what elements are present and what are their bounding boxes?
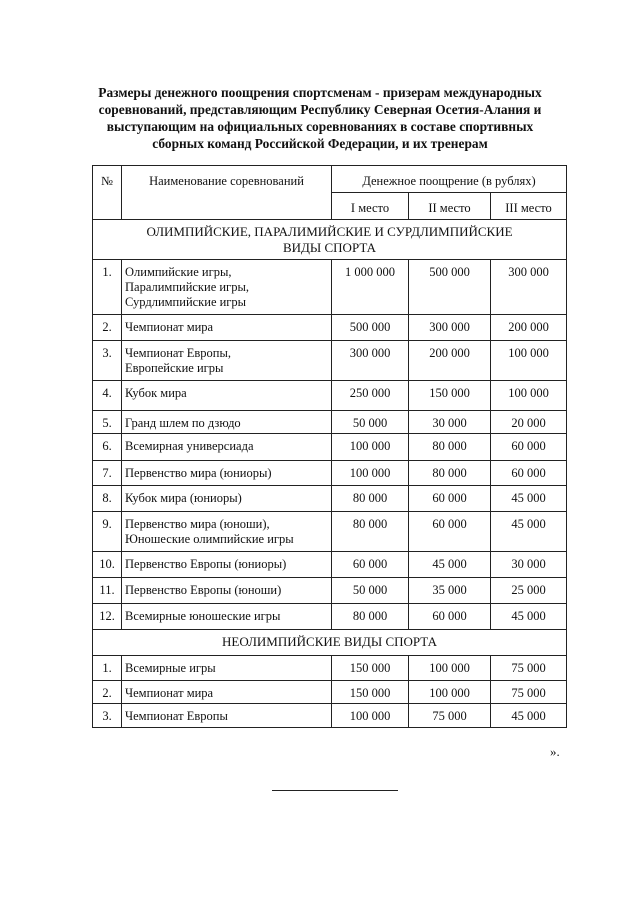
header-name: Наименование соревнований (122, 166, 332, 220)
competition-name-line: Чемпионат мира (125, 320, 214, 334)
row-number: 6. (93, 434, 122, 461)
award-place-2: 300 000 (409, 315, 491, 341)
award-place-3: 25 000 (491, 578, 567, 604)
header-money: Денежное поощрение (в рублях) (332, 166, 567, 193)
competition-name-line: Первенство мира (юноши), (125, 517, 270, 531)
table-row (93, 381, 567, 411)
award-place-1: 100 000 (332, 434, 409, 461)
award-place-1: 100 000 (332, 461, 409, 486)
competition-name-line: Кубок мира (125, 386, 187, 400)
competition-name (122, 461, 332, 486)
header-place-1: I место (332, 193, 409, 220)
row-number: 7. (93, 461, 122, 486)
section-heading-line: ОЛИМПИЙСКИЕ, ПАРАЛИМИЙСКИЕ И СУРДЛИМПИЙСКИЕ (146, 224, 513, 239)
award-place-2: 60 000 (409, 604, 491, 630)
competition-name-line: Всемирная универсиада (125, 439, 254, 453)
award-place-1: 50 000 (332, 411, 409, 434)
award-place-2: 150 000 (409, 381, 491, 411)
competition-name (122, 260, 332, 315)
competition-name (122, 578, 332, 604)
title-line: сборных команд Российской Федерации, и их тренерам (152, 136, 488, 151)
table-row (93, 512, 567, 552)
title-line: выступающим на официальных соревнованиях в составе спортивных (106, 119, 534, 134)
table-row (93, 260, 567, 315)
award-place-3: 75 000 (491, 656, 567, 681)
competition-name-line: Всемирные юношеские игры (125, 609, 281, 623)
section-heading-line: ВИДЫ СПОРТА (282, 240, 377, 255)
award-place-3: 45 000 (491, 604, 567, 630)
award-place-2: 75 000 (409, 704, 491, 728)
awards-table (92, 165, 567, 728)
table-row (93, 461, 567, 486)
award-place-1: 500 000 (332, 315, 409, 341)
competition-name (122, 656, 332, 681)
table-row (93, 434, 567, 461)
award-place-1: 50 000 (332, 578, 409, 604)
document-title (70, 84, 570, 152)
competition-name (122, 604, 332, 630)
competition-name-line: Европейские игры (125, 361, 224, 375)
award-place-1: 150 000 (332, 681, 409, 704)
row-number: 2. (93, 681, 122, 704)
competition-name (122, 486, 332, 512)
competition-name-line: Первенство мира (юниоры) (125, 466, 272, 480)
award-place-2: 45 000 (409, 552, 491, 578)
award-place-3: 45 000 (491, 486, 567, 512)
table-row (93, 681, 567, 704)
award-place-1: 80 000 (332, 604, 409, 630)
table-row (93, 411, 567, 434)
award-place-3: 200 000 (491, 315, 567, 341)
award-place-3: 20 000 (491, 411, 567, 434)
competition-name-line: Первенство Европы (юниоры) (125, 557, 287, 571)
award-place-1: 100 000 (332, 704, 409, 728)
award-place-3: 100 000 (491, 341, 567, 381)
award-place-1: 150 000 (332, 656, 409, 681)
section-heading (93, 220, 567, 260)
row-number: 5. (93, 411, 122, 434)
award-place-1: 80 000 (332, 486, 409, 512)
header-place-2: II место (409, 193, 491, 220)
section-row (93, 630, 567, 656)
row-number: 1. (93, 260, 122, 315)
header-num: № (93, 166, 122, 220)
row-number: 2. (93, 315, 122, 341)
award-place-3: 60 000 (491, 434, 567, 461)
section-heading-line: НЕОЛИМПИЙСКИЕ ВИДЫ СПОРТА (222, 634, 437, 649)
competition-name-line: Чемпионат мира (125, 686, 214, 700)
award-place-3: 300 000 (491, 260, 567, 315)
competition-name-line: Олимпийские игры, (125, 265, 232, 279)
title-line: соревнований, представляющим Республику Северная Осетия-Алания и (98, 102, 542, 117)
row-number: 11. (93, 578, 122, 604)
table-row (93, 604, 567, 630)
award-place-2: 100 000 (409, 656, 491, 681)
table-row (93, 578, 567, 604)
award-place-1: 60 000 (332, 552, 409, 578)
award-place-3: 45 000 (491, 512, 567, 552)
table-row (93, 552, 567, 578)
award-place-2: 80 000 (409, 461, 491, 486)
competition-name-line: Первенство Европы (юноши) (125, 583, 282, 597)
award-place-2: 80 000 (409, 434, 491, 461)
competition-name (122, 381, 332, 411)
competition-name-line: Гранд шлем по дзюдо (125, 416, 241, 430)
table-row (93, 656, 567, 681)
competition-name (122, 341, 332, 381)
competition-name (122, 315, 332, 341)
award-place-3: 100 000 (491, 381, 567, 411)
row-number: 1. (93, 656, 122, 681)
competition-name (122, 411, 332, 434)
separator-line (272, 790, 398, 791)
competition-name-line: Сурдлимпийские игры (125, 295, 247, 309)
competition-name-line: Чемпионат Европы, (125, 346, 231, 360)
award-place-1: 250 000 (332, 381, 409, 411)
competition-name (122, 681, 332, 704)
award-place-1: 1 000 000 (332, 260, 409, 315)
award-place-3: 60 000 (491, 461, 567, 486)
award-place-3: 75 000 (491, 681, 567, 704)
table-row (93, 486, 567, 512)
award-place-2: 35 000 (409, 578, 491, 604)
closing-mark: ». (550, 744, 560, 759)
row-number: 9. (93, 512, 122, 552)
award-place-3: 30 000 (491, 552, 567, 578)
competition-name (122, 434, 332, 461)
awards-table-body (93, 220, 567, 728)
competition-name-line: Паралимпийские игры, (125, 280, 249, 294)
competition-name (122, 704, 332, 728)
table-row (93, 341, 567, 381)
row-number: 10. (93, 552, 122, 578)
competition-name-line: Юношеские олимпийские игры (125, 532, 294, 546)
row-number: 8. (93, 486, 122, 512)
award-place-1: 80 000 (332, 512, 409, 552)
competition-name (122, 552, 332, 578)
header-place-3: III место (491, 193, 567, 220)
award-place-2: 200 000 (409, 341, 491, 381)
table-row (93, 704, 567, 728)
competition-name (122, 512, 332, 552)
row-number: 3. (93, 704, 122, 728)
row-number: 12. (93, 604, 122, 630)
award-place-2: 30 000 (409, 411, 491, 434)
competition-name-line: Всемирные игры (125, 661, 216, 675)
table-row (93, 315, 567, 341)
award-place-2: 500 000 (409, 260, 491, 315)
section-heading (93, 630, 567, 656)
award-place-2: 100 000 (409, 681, 491, 704)
row-number: 4. (93, 381, 122, 411)
competition-name-line: Кубок мира (юниоры) (125, 491, 242, 505)
award-place-2: 60 000 (409, 512, 491, 552)
title-line: Размеры денежного поощрения спортсменам - призерам международных (98, 85, 542, 100)
award-place-1: 300 000 (332, 341, 409, 381)
award-place-2: 60 000 (409, 486, 491, 512)
competition-name-line: Чемпионат Европы (125, 709, 228, 723)
row-number: 3. (93, 341, 122, 381)
award-place-3: 45 000 (491, 704, 567, 728)
section-row (93, 220, 567, 260)
